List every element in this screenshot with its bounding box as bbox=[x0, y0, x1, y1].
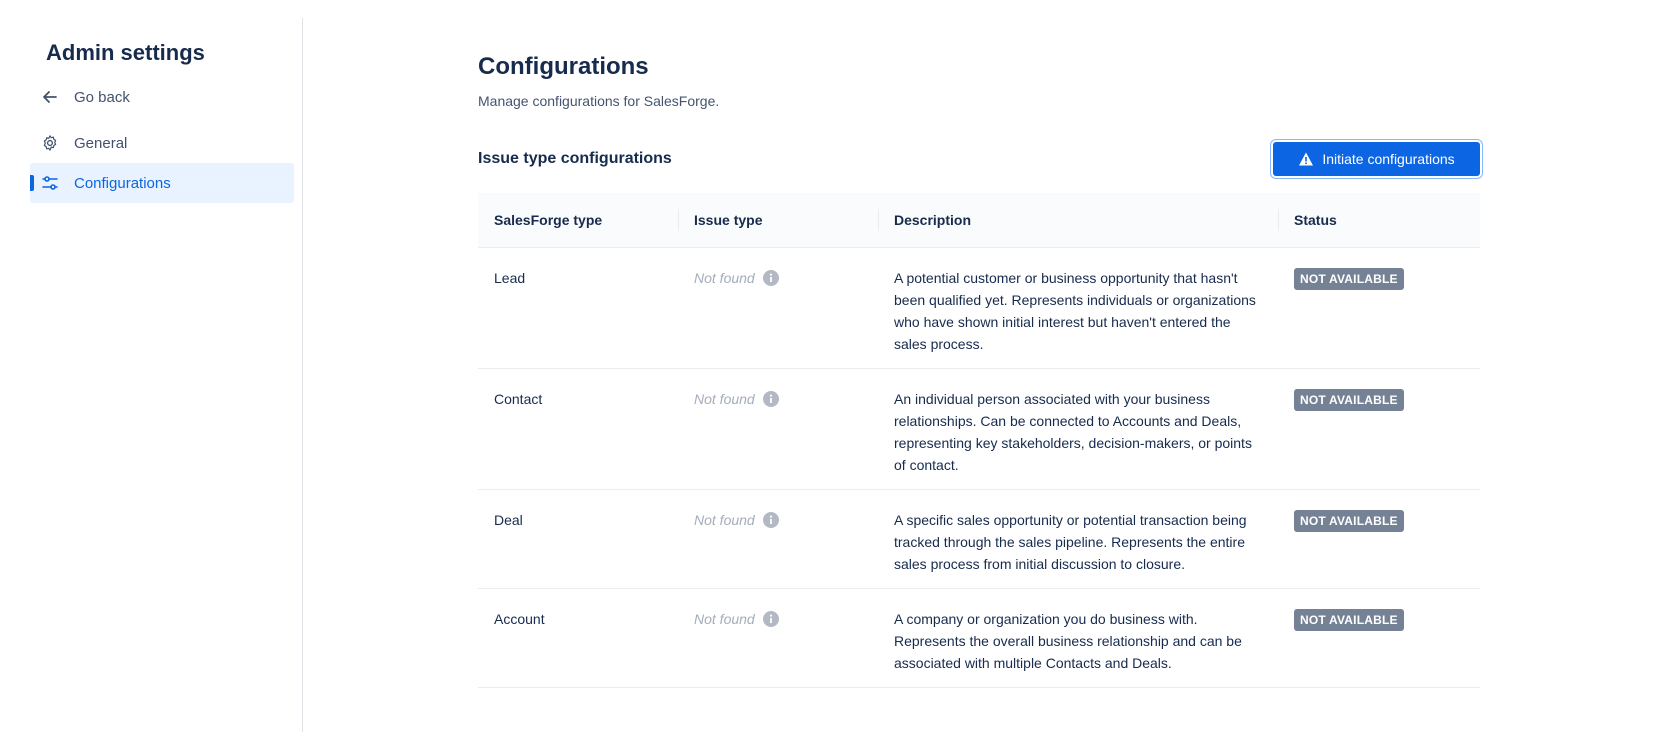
status-cell bbox=[1278, 369, 1480, 489]
status-cell bbox=[1278, 589, 1480, 687]
sidebar-item-go-back[interactable] bbox=[30, 77, 294, 117]
table-row bbox=[478, 490, 1480, 589]
status-badge: NOT AVAILABLE bbox=[1294, 389, 1404, 411]
column-header-salesforge-type[interactable]: SalesForge type bbox=[494, 212, 603, 228]
info-icon[interactable] bbox=[763, 270, 779, 286]
issue-type-value: Not found bbox=[694, 611, 755, 627]
sidebar-item-general[interactable] bbox=[30, 123, 294, 163]
description-cell: A company or organization you do business with. Represents the overall business relationship and can be associated with multiple Contacts and Deals. bbox=[894, 611, 1242, 671]
sidebar-item-configurations[interactable] bbox=[30, 163, 294, 203]
salesforge-type-cell: Account bbox=[494, 611, 545, 627]
section-title: Issue type configurations bbox=[478, 150, 672, 167]
column-header-issue-type[interactable]: Issue type bbox=[678, 193, 878, 247]
sliders-icon bbox=[40, 173, 60, 193]
issue-type-value: Not found bbox=[694, 270, 755, 286]
warning-icon bbox=[1298, 151, 1314, 167]
status-cell bbox=[1278, 490, 1480, 588]
table-row bbox=[478, 589, 1480, 688]
status-badge: NOT AVAILABLE bbox=[1294, 510, 1404, 532]
sidebar-title: Admin settings bbox=[46, 40, 205, 65]
gear-icon bbox=[40, 133, 60, 153]
issue-type-value: Not found bbox=[694, 512, 755, 528]
info-icon[interactable] bbox=[763, 512, 779, 528]
page-title: Configurations bbox=[478, 53, 649, 80]
table-row bbox=[478, 248, 1480, 369]
arrow-left-icon bbox=[40, 87, 60, 107]
initiate-configurations-button[interactable] bbox=[1273, 142, 1480, 176]
issue-type-cell bbox=[678, 490, 878, 588]
page-subtitle: Manage configurations for SalesForge. bbox=[478, 93, 720, 109]
status-cell bbox=[1278, 248, 1480, 368]
initiate-configurations-label: Initiate configurations bbox=[1322, 151, 1455, 167]
description-cell: An individual person associated with your business relationships. Can be connected to Accounts and Deals, representing key stakeholders, decision-makers, or points of contact. bbox=[894, 391, 1252, 473]
sidebar bbox=[0, 18, 303, 732]
column-header-status[interactable]: Status bbox=[1278, 193, 1480, 247]
sidebar-item-label: Configurations bbox=[74, 174, 171, 192]
issue-type-cell bbox=[678, 248, 878, 368]
column-header-description[interactable]: Description bbox=[878, 193, 1278, 247]
table-header bbox=[478, 193, 1480, 248]
status-badge: NOT AVAILABLE bbox=[1294, 609, 1404, 631]
table-row bbox=[478, 369, 1480, 490]
issue-type-value: Not found bbox=[694, 391, 755, 407]
description-cell: A specific sales opportunity or potential transaction being tracked through the sales pipeline. Represents the entire sales process from initial discussion to closure. bbox=[894, 512, 1247, 572]
sidebar-item-label: Go back bbox=[74, 88, 130, 106]
salesforge-type-cell: Deal bbox=[494, 512, 523, 528]
salesforge-type-cell: Lead bbox=[494, 270, 526, 286]
info-icon[interactable] bbox=[763, 391, 779, 407]
salesforge-type-cell: Contact bbox=[494, 391, 543, 407]
issue-type-cell bbox=[678, 369, 878, 489]
info-icon[interactable] bbox=[763, 611, 779, 627]
issue-type-cell bbox=[678, 589, 878, 687]
sidebar-item-label: General bbox=[74, 134, 128, 152]
description-cell: A potential customer or business opportunity that hasn't been qualified yet. Represents individuals or organizations who have shown initial interest but haven't entered the sales process. bbox=[894, 270, 1256, 352]
issue-type-table bbox=[478, 193, 1480, 688]
status-badge: NOT AVAILABLE bbox=[1294, 268, 1404, 290]
